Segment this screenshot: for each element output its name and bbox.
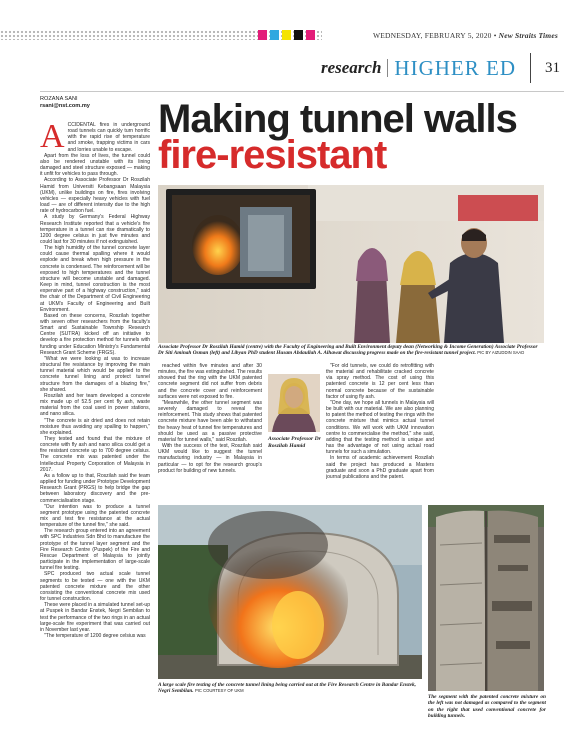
portrait-illustration: [268, 374, 320, 432]
paper-name: New Straits Times: [498, 31, 558, 40]
article-paragraph: reached within five minutes and after 30 minutes, the fire was extinguished. The results showed that the ring with the UKM patented concrete segment did not suffer from debris and the concrete cover and reinforcement surfaces were not exposed to fire.: [158, 363, 262, 400]
segment-illustration: [428, 505, 544, 691]
article-paragraph: Roszilah and her team developed a concrete mix made up of 52.5 per cent fly ash, waste material from the coal used in power stations, and nano silica.: [40, 392, 150, 418]
page-number-divider: [530, 53, 531, 83]
portrait-photo: [268, 374, 320, 432]
article-paragraph: In terms of academic achievement Roszilah said the project has produced a Masters graduate and soon a PhD graduate apart from journal publications and the patent.: [326, 455, 434, 480]
section-research-label: research: [320, 58, 382, 77]
headline-line-1: Making tunnel walls: [158, 97, 517, 141]
article-paragraph: These were placed in a simulated tunnel set-up at Puspek in Bandar Enstek, Negri Sembilan to test the performance of the two rings in an actual large-scale fire experiment that was carried out in November last year.: [40, 602, 150, 633]
fire-test-photo: [158, 505, 422, 679]
article-paragraph: "Our intention was to produce a tunnel segment prototype using the patented concrete mix and test fire resistance at the actual temperature of the tunnel fire," she said.: [40, 503, 150, 529]
article-paragraph: With the success of the test, Roszilah said UKM would like to suggest the tunnel manufacturing industry — in Malaysia in particular — to opt for the research group's product for building of new tunnels.: [158, 443, 262, 474]
main-photo-illustration: [158, 185, 544, 343]
article-paragraph: They tested and found that the mixture of concrete with fly ash and nano silica could get a fire resistant concrete up to 700 degree celsius. The concrete mix was patented under the Intellectual Property Corporation of Malaysia in 2017.: [40, 435, 150, 473]
headline-line-2: fire-resistant: [158, 133, 387, 177]
main-photo-caption: [158, 344, 544, 357]
segment-photo: [428, 505, 544, 691]
article-column-3: [326, 363, 434, 503]
segment-caption: The segment with the patented concrete mixture on the left was not damaged as compared to the segment on the right that used conventional concrete for building tunnels.: [428, 694, 546, 720]
swatch: [258, 30, 267, 40]
fire-test-illustration: [158, 505, 422, 679]
headline: [158, 97, 517, 177]
section-header: [321, 53, 560, 83]
article-paragraph: According to Associate Professor Dr Roszilah Hamid from Universiti Kebangsaan Malaysia (UKM), unlike buildings on fire, fires involving vehicles — especially heavy vehicles with fuel load — are of different intensity due to the high rate of hydrocarbon fuel.: [40, 177, 150, 215]
date-separator: •: [493, 31, 497, 40]
article-paragraph: The research group entered into an agreement with SPC Industries Sdn Bhd to manufacture the prototype of the tunnel layer segment and the Fire Research Centre (Puspek) of the Fire and Rescue Department of Malaysia to jointly participate in the implementation of large-scale tunnel fire testing.: [40, 528, 150, 572]
article-paragraph: Apart from the loss of lives, the tunnel could also be rendered unstable with its lining damaged and steel structure exposed — making it unfit for vehicles to pass through.: [40, 152, 150, 178]
date-text: WEDNESDAY, FEBRUARY 5, 2020: [372, 31, 492, 40]
page-number: 31: [545, 59, 560, 76]
color-registration-swatches: [258, 30, 315, 40]
swatch: [306, 30, 315, 40]
article-column-4: [440, 363, 544, 503]
header-rule: [40, 91, 564, 92]
author-name: ROZANA SANI: [40, 96, 78, 102]
article-paragraph: "One day, we hope all tunnels in Malaysia will be built with our material. We are also planning to patent the method of testing the rings with the concrete mixture that mimics actual tunnel conditions. We will work with UKM innovation centre to commercialise the method," she said, adding that the testing method is unique and has the advantage of not using actual road tunnels for such a simulation.: [326, 399, 434, 456]
dateline: [373, 31, 558, 40]
article-paragraph: Based on these concerns, Roszilah together with seven other researchers from the faculty's Smart and Sustainable Township Research Centre (SUTRA) kicked off an initiative to develop a fire protection method for tunnels with funding under Education Ministry's Fundamental Research Grant Scheme (FRGS).: [40, 312, 150, 356]
section-title: HIGHER ED: [394, 55, 516, 80]
article-paragraph: As a follow up to that, Roszilah said the team applied for funding under Prototype Development Research Grant (PRGS) to help bridge the gap between laboratory discovery and the pre-commercialisation stage.: [40, 472, 150, 504]
article-paragraph: "Meanwhile, the other tunnel segment was severely damaged to reveal the reinforcement. This study shows that patented concrete mixture have been able to withstand the heavy heat of tunnel fire temperatures and should be used as a passive protective material for tunnel walls," said Roszilah.: [158, 399, 262, 443]
article-paragraph: The high humidity of the tunnel concrete layer could cause thermal spalling where it would explode and break when high pressure in the concrete is condensed. The reinforcement will be exposed to high temperatures and the tunnel structure will become unstable and damaged. Keep in mind, tunnel construction is the most expensive part of a highway construction," said the chair of the Department of Civil Engineering at UKM's Faculty of Engineering and Built Environment.: [40, 245, 150, 313]
byline: [40, 96, 90, 110]
fire-test-caption-text: A large scale fire testing of the concrete tunnel lining being carried out at the Fire Research Centre in Bandar Enstek, Negri Sembilan.: [158, 682, 416, 695]
article-paragraph: "For old tunnels, we could do retrofitting with the material and rehabilitate cracked concrete via spray method. The cost of using this patented concrete is 12 per cent less than normal concrete because of the sustainable factor of using fly ash.: [326, 363, 434, 400]
drop-cap: A: [40, 122, 65, 155]
article-paragraph: SPC produced two actual scale tunnel segments to be tested — one with the UKM patented concrete mixture and the other consisting the conventional concrete mix used for tunnel construction.: [40, 571, 150, 603]
article-paragraph: "The concrete is air dried and does not retain moisture thus avoiding any spalling to happen," she explained.: [40, 417, 150, 436]
swatch: [282, 30, 291, 40]
author-email[interactable]: rsani@nst.com.my: [40, 103, 90, 109]
portrait-caption: Associate Professor Dr Roszilah Hamid: [268, 436, 321, 449]
article-paragraph: CCIDENTAL fires in underground road tunnels can quickly turn horrific with the rapid rise of temperature and smoke, trapping victims in cars and lorries unable to escape.: [67, 122, 150, 153]
article-column-1: [40, 122, 150, 728]
swatch: [294, 30, 303, 40]
article-paragraph: "What we were looking at was to increase structural fire resistance by improving the main tunnel material which would be applied to the concrete tunnel lining and protect tunnel structure from the damages of a blazing fire," she shared.: [40, 355, 150, 393]
article-paragraph: A study by Germany's Federal Highway Research Institute reported that a vehicle's fire temperature in a tunnel can rise dramatically to 1200 degree celsius in just five minutes and could last for 30 minutes if not extinguished.: [40, 214, 150, 245]
fire-test-caption-credit: PIC COURTESY OF UKM: [194, 688, 244, 694]
main-photo: [158, 185, 544, 343]
section-divider: [387, 59, 388, 77]
main-caption-text: Associate Professor Dr Roszilah Hamid (centre) with the Faculty of Engineering and Built Environment deputy dean (Networking & Income Generation) Associate Professor Dr Siti Aminah Osman (left) and Libyan PhD student Husam Abdaullah A. Alhawat discussing progress made on the fire-resistant tunnel project.: [158, 344, 538, 357]
article-paragraph: "The temperature of 1200 degree celsius was: [44, 632, 146, 639]
article-column-2: [158, 363, 262, 503]
fire-test-caption: [158, 682, 422, 695]
main-caption-credit: PIC BY AIZUDDIN SAAD: [477, 350, 525, 356]
swatch: [270, 30, 279, 40]
